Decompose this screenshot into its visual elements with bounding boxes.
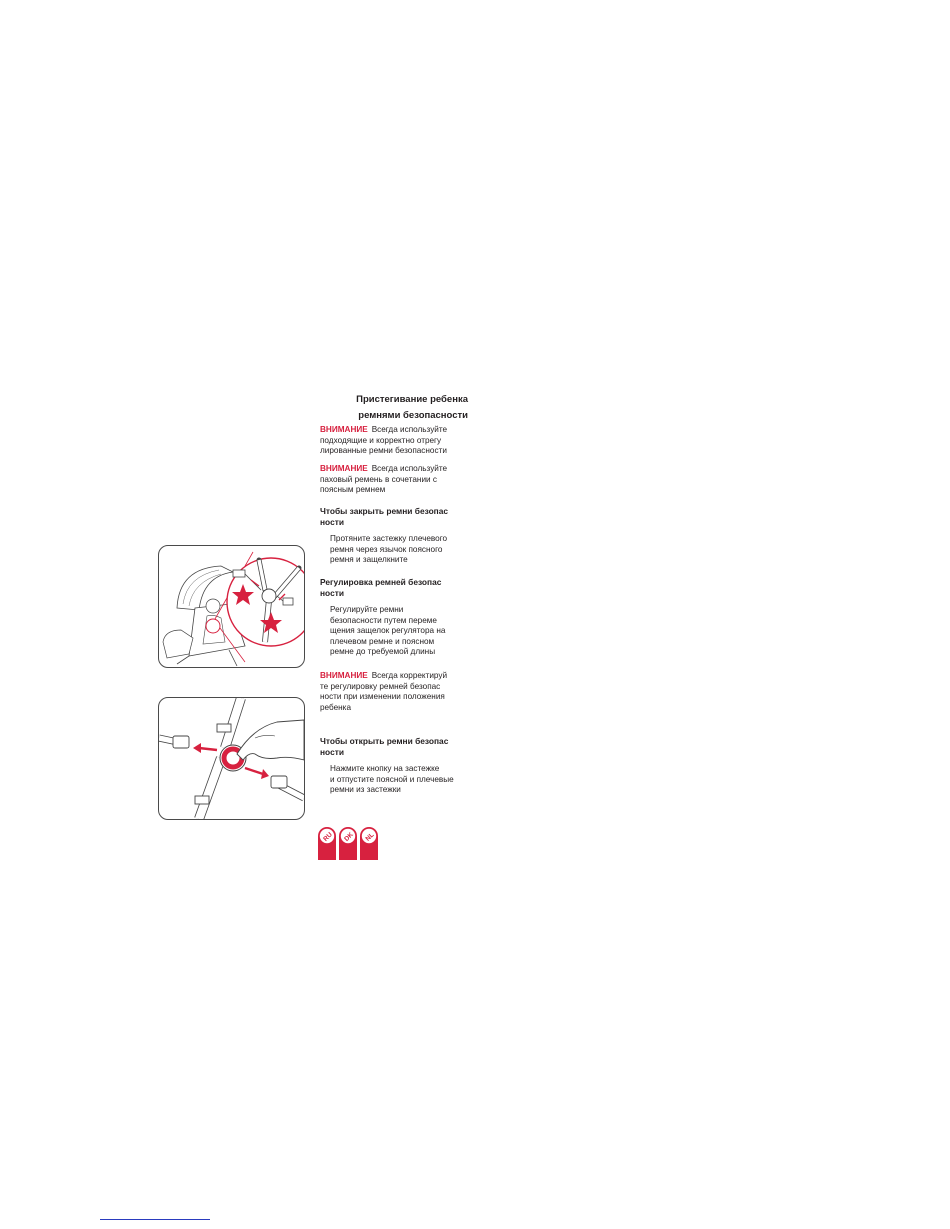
section-text: Нажмите кнопку на застежке <box>330 764 440 773</box>
warning-text: лированные ремни безопасности <box>320 446 447 456</box>
section-text: плечевом ремне и поясном <box>330 636 435 646</box>
warning-text: поясным ремнем <box>320 485 386 495</box>
warning-block-1 <box>320 425 468 457</box>
section-title: ности <box>320 588 344 598</box>
section-open <box>320 736 468 796</box>
section-title: ности <box>320 517 344 527</box>
language-tab-label: DK <box>343 831 355 843</box>
section-text: безопасности путем переме <box>330 615 437 625</box>
warning-text: те регулировку ремней безопас <box>320 681 441 691</box>
section-close <box>320 506 468 566</box>
page-title <box>320 392 468 424</box>
warning-label: ВНИМАНИЕ <box>320 425 368 434</box>
section-text: ремни из застежки <box>330 785 401 795</box>
warning-text: Всегда используйте <box>371 464 448 473</box>
page-title-line-2: ремнями безопасности <box>358 410 468 421</box>
page-title-line-1: Пристегивание ребенка <box>356 394 468 405</box>
warning-text: Всегда используйте <box>371 425 448 434</box>
section-text: Протяните застежку плечевого <box>330 534 448 543</box>
warning-label: ВНИМАНИЕ <box>320 671 368 680</box>
section-text: Регулируйте ремни <box>330 605 404 614</box>
section-text: щения защелок регулятора на <box>330 626 446 636</box>
language-tab-label: NL <box>364 831 376 843</box>
buckle-release-hand-icon <box>159 698 304 819</box>
warning-text: ности при изменении положения <box>320 692 445 702</box>
section-title: Чтобы закрыть ремни безопас <box>320 506 449 516</box>
language-tab-ru[interactable] <box>318 827 336 860</box>
warning-text: ребенка <box>320 702 352 712</box>
section-text: ремня через язычок поясного <box>330 544 443 554</box>
section-text: и отпустите поясной и плечевые <box>330 774 454 784</box>
warning-text: паховый ремень в сочетании с <box>320 474 437 484</box>
footer-link-underline[interactable] <box>100 1219 210 1220</box>
section-text: ремне до требуемой длины <box>330 647 436 657</box>
warning-text: Всегда корректируй <box>371 671 448 680</box>
warning-block-3 <box>320 671 468 713</box>
stroller-harness-buckle-icon <box>159 546 304 667</box>
section-title: Регулировка ремней безопас <box>320 577 442 587</box>
language-tab-label: RU <box>322 831 334 843</box>
buckle-release-figure <box>158 697 305 820</box>
warning-block-2 <box>320 464 468 496</box>
section-adjust <box>320 577 468 658</box>
warning-text: подходящие и корректно отрегу <box>320 435 442 445</box>
language-tab-dk[interactable] <box>339 827 357 860</box>
section-title: ности <box>320 747 344 757</box>
language-tab-nl[interactable] <box>360 827 378 860</box>
section-text: ремня и защелкните <box>330 555 408 565</box>
stroller-harness-figure <box>158 545 305 668</box>
warning-label: ВНИМАНИЕ <box>320 464 368 473</box>
section-title: Чтобы открыть ремни безопас <box>320 736 449 746</box>
